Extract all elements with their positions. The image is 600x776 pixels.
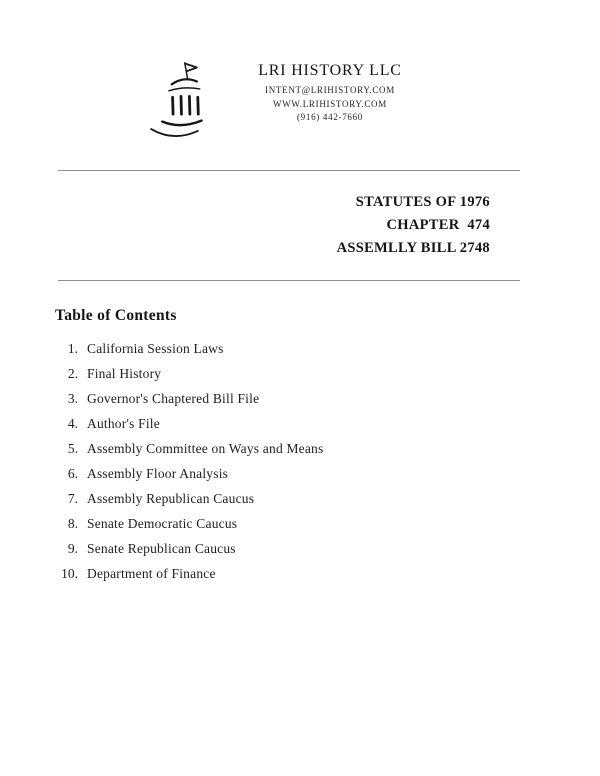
toc-item bbox=[48, 466, 600, 491]
toc-item-label: Senate Republican Caucus bbox=[87, 541, 236, 556]
company-phone: (916) 442-7660 bbox=[296, 112, 364, 122]
toc-item bbox=[48, 341, 600, 366]
toc-item bbox=[48, 491, 600, 516]
toc-item-number: 4. bbox=[67, 416, 78, 431]
toc-item-number: 5. bbox=[67, 441, 78, 456]
company-email: INTENT@LRIHISTORY.COM bbox=[265, 85, 395, 95]
toc-item-number: 1. bbox=[67, 341, 78, 356]
toc-item-number: 8. bbox=[67, 516, 78, 531]
toc-item-label: Governor's Chaptered Bill File bbox=[87, 391, 260, 406]
company-name: LRI HISTORY LLC bbox=[258, 62, 402, 79]
toc-item bbox=[48, 366, 600, 391]
toc-list bbox=[0, 341, 600, 591]
toc-item bbox=[48, 541, 600, 566]
divider-top bbox=[58, 170, 520, 171]
toc-item bbox=[48, 441, 600, 466]
toc-item-label: Senate Democratic Caucus bbox=[87, 516, 238, 531]
toc-item-label: Assembly Floor Analysis bbox=[87, 466, 229, 481]
toc-item-label: Author's File bbox=[87, 416, 160, 431]
toc-item bbox=[48, 566, 600, 591]
toc-item bbox=[48, 516, 600, 541]
toc-item-number: 7. bbox=[67, 491, 78, 506]
toc-item-number: 6. bbox=[67, 466, 78, 481]
toc-item bbox=[48, 416, 600, 441]
chapter-line: CHAPTER 474 bbox=[386, 217, 490, 233]
toc-item-number: 3. bbox=[67, 391, 78, 406]
toc-item-label: Final History bbox=[87, 366, 162, 381]
toc-item-label: Assembly Committee on Ways and Means bbox=[87, 441, 324, 456]
toc-item-label: California Session Laws bbox=[87, 341, 224, 356]
toc-item-label: Assembly Republican Caucus bbox=[87, 491, 255, 506]
capitol-sketch-icon bbox=[142, 60, 220, 144]
toc-item-label: Department of Finance bbox=[87, 566, 216, 581]
statute-title-block bbox=[0, 191, 490, 260]
letterhead bbox=[0, 0, 600, 154]
divider-bottom bbox=[58, 280, 520, 281]
company-block bbox=[0, 62, 600, 125]
assembly-bill-line: ASSEMLLY BILL 2748 bbox=[336, 240, 490, 256]
toc-item-number: 10. bbox=[61, 566, 78, 581]
toc-heading: Table of Contents bbox=[55, 307, 177, 324]
toc-item-number: 9. bbox=[67, 541, 78, 556]
toc-item bbox=[48, 391, 600, 416]
toc-item-number: 2. bbox=[67, 366, 78, 381]
statutes-year-line: STATUTES OF 1976 bbox=[355, 194, 490, 210]
company-website: WWW.LRIHISTORY.COM bbox=[273, 98, 387, 109]
